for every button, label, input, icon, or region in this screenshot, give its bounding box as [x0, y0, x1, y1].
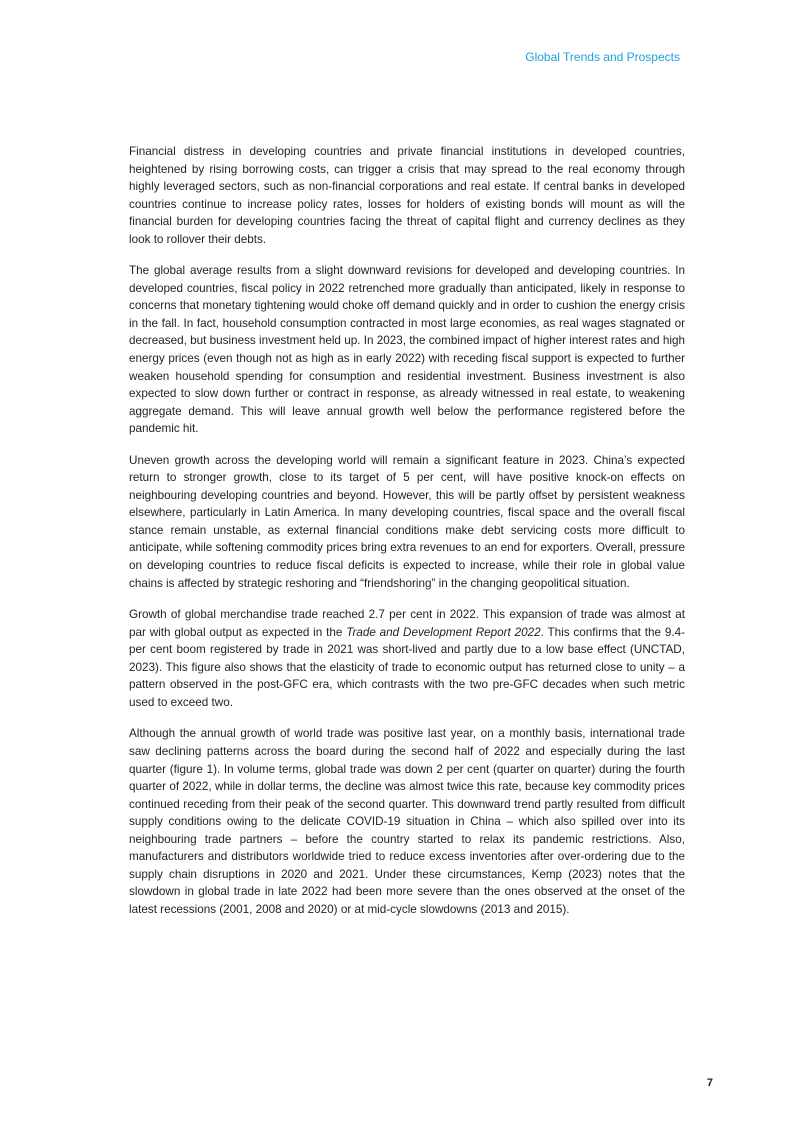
running-header: Global Trends and Prospects	[525, 50, 680, 64]
paragraph-global-average: The global average results from a slight downward revisions for developed and developing countries. In developed countries, fiscal policy in 2022 retrenched more gradually than anticipated, likely in response to concerns that monetary tightening would choke off demand quickly and in order to cushion the energy crisis in the fall. In fact, household consumption contracted in most large economies, as real wages stagnated or decreased, but business investment held up. In 2023, the combined impact of higher interest rates and high energy prices (even though not as high as in early 2022) with receding fiscal support is expected to further weaken household spending for consumption and residential investment. Business investment is also expected to slow down further or contract in response, as already witnessed in real estate, to weakening aggregate demand. This will leave annual growth well below the performance registered before the pandemic hit.	[129, 264, 685, 436]
report-title-citation: Trade and Development Report 2022	[346, 625, 541, 639]
paragraph-uneven-growth: Uneven growth across the developing world will remain a significant feature in 2023. China’s expected return to stronger growth, close to its target of 5 per cent, will have positive knock-on effects on neighbouring developing countries and beyond. However, this will be partly offset by persistent weakness elsewhere, particularly in Latin America. In many developing countries, fiscal space and the overall fiscal stance remain unstable, as external financial conditions make debt servicing costs more difficult to anticipate, while softening commodity prices bring extra revenues to an end for exporters. Overall, pressure on developing countries to reduce fiscal deficits is expected to increase, while their role in global value chains is affected by strategic reshoring and “friendshoring” in the changing geopolitical situation.	[129, 453, 685, 590]
paragraph-world-trade-decline: Although the annual growth of world trade was positive last year, on a monthly basis, international trade saw declining patterns across the board during the second half of 2022 and especially during the last quarter (figure 1). In volume terms, global trade was down 2 per cent (quarter on quarter) during the fourth quarter of 2022, while in dollar terms, the decline was almost twice this rate, because key commodity prices continued receding from their peak of the second quarter. This downward trend partly resulted from difficult supply conditions owing to the delicate COVID-19 situation in China – which also spilled over into its neighbouring trade partners – before the country started to relax its pandemic restrictions. Also, manufacturers and distributors worldwide tried to reduce excess inventories after over-ordering due to the supply chain disruptions in 2020 and 2021. Under these circumstances, Kemp (2023) notes that the slowdown in global trade in late 2022 had been more severe than the ones observed at the onset of the latest recessions (2001, 2008 and 2020) or at mid-cycle slowdowns (2013 and 2015).	[129, 727, 685, 916]
trade-text-after: . This confirms that the 9.4-per cent boom registered by trade in 2021 was short-lived and partly due to a low base effect (UNCTAD, 2023). This figure also shows that the elasticity of trade to economic output has returned close to unity – a pattern observed in the post-GFC era, which contrasts with the two pre-GFC decades when such metric used to exceed two.	[129, 625, 685, 709]
trade-text-before: Growth of global merchandise trade reached 2.7 per cent in 2022. This expansion of trade was almost at par with global output as expected in the	[129, 608, 685, 639]
page-number: 7	[706, 1077, 713, 1089]
paragraph-merchandise-trade	[129, 606, 685, 711]
paragraph-financial-distress: Financial distress in developing countries and private financial institutions in developed countries, heightened by rising borrowing costs, can trigger a crisis that may spread to the real economy through highly leveraged sectors, such as non-financial corporations and real estate. If central banks in developed countries continue to increase policy rates, losses for holders of existing bonds will mount as will the financial burden for developing countries facing the threat of capital flight and currency declines as they look to rollover their debts.	[129, 145, 685, 246]
body-text	[129, 143, 685, 932]
